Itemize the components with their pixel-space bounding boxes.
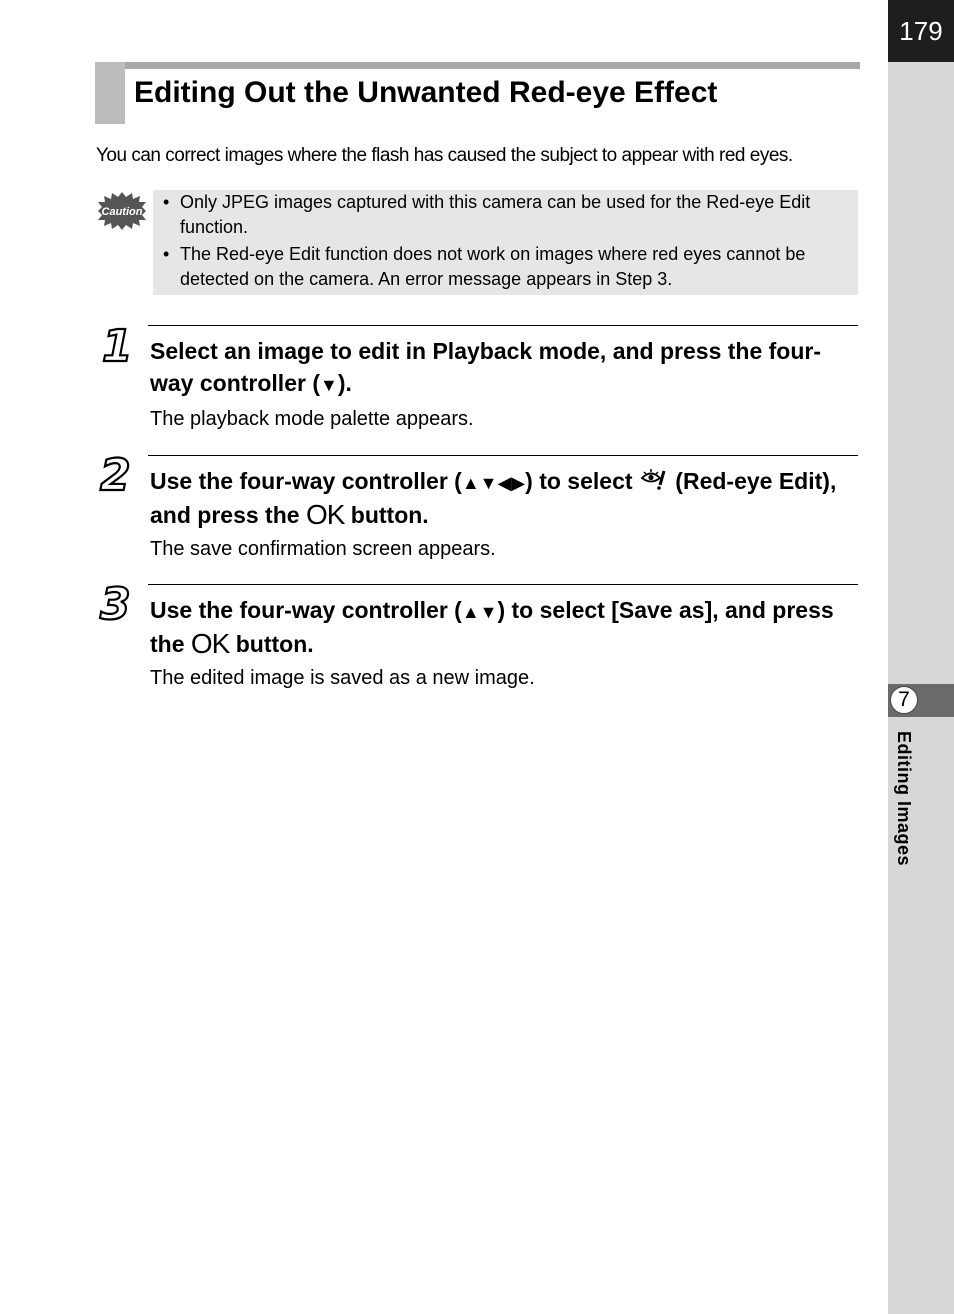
svg-text:3: 3 [100,581,131,625]
step-2-number [98,452,138,496]
title-rule [95,62,860,69]
svg-text:1: 1 [102,323,133,367]
intro-text: You can correct images where the flash has caused the subject to appear with red eyes. [96,145,793,166]
step-3-heading: Use the four-way controller (▲▼) to select [Save as], and press the OK button. [150,597,834,659]
section-title: Editing Out the Unwanted Red-eye Effect [134,76,718,109]
title-marker [95,62,125,124]
page-number: 179 [888,0,954,62]
four-way-arrows-icon: ▲▼◀▶ [461,473,526,493]
svg-text:2: 2 [100,452,131,496]
svg-text:Caution: Caution [101,206,143,218]
step-1-heading: Select an image to edit in Playback mode, and press the four-way controller (▼). [150,338,822,396]
caution-icon [98,192,146,230]
step-2-result: The save confirmation screen appears. [150,538,496,560]
step-3-rule [148,584,858,585]
step-3-number [98,581,138,625]
step-3-result: The edited image is saved as a new image. [150,667,535,689]
ok-button-icon: OK [305,499,345,530]
step-2-rule [148,455,858,456]
step-1-result: The playback mode palette appears. [150,408,474,430]
red-eye-edit-icon [639,468,669,492]
caution-box [153,190,858,295]
ok-button-icon: OK [190,628,230,659]
chapter-sidebar [888,0,954,1314]
up-down-arrows-icon: ▲▼ [461,602,498,622]
chapter-label: Editing Images [894,731,914,867]
caution-list [163,190,848,292]
step-1-rule [148,325,858,326]
step-2-heading: Use the four-way controller (▲▼◀▶) to select (Red-eye Edit), and press the OK button. [150,468,837,530]
chapter-number: 7 [890,686,918,714]
step-1-number [98,323,138,367]
down-arrow-icon: ▼ [319,375,338,395]
caution-item: • Only JPEG images captured with this camera can be used for the Red-eye Edit function. [163,190,848,240]
caution-item: • The Red-eye Edit function does not work on images where red eyes cannot be detected on the camera. An error message appears in Step 3. [163,242,848,292]
